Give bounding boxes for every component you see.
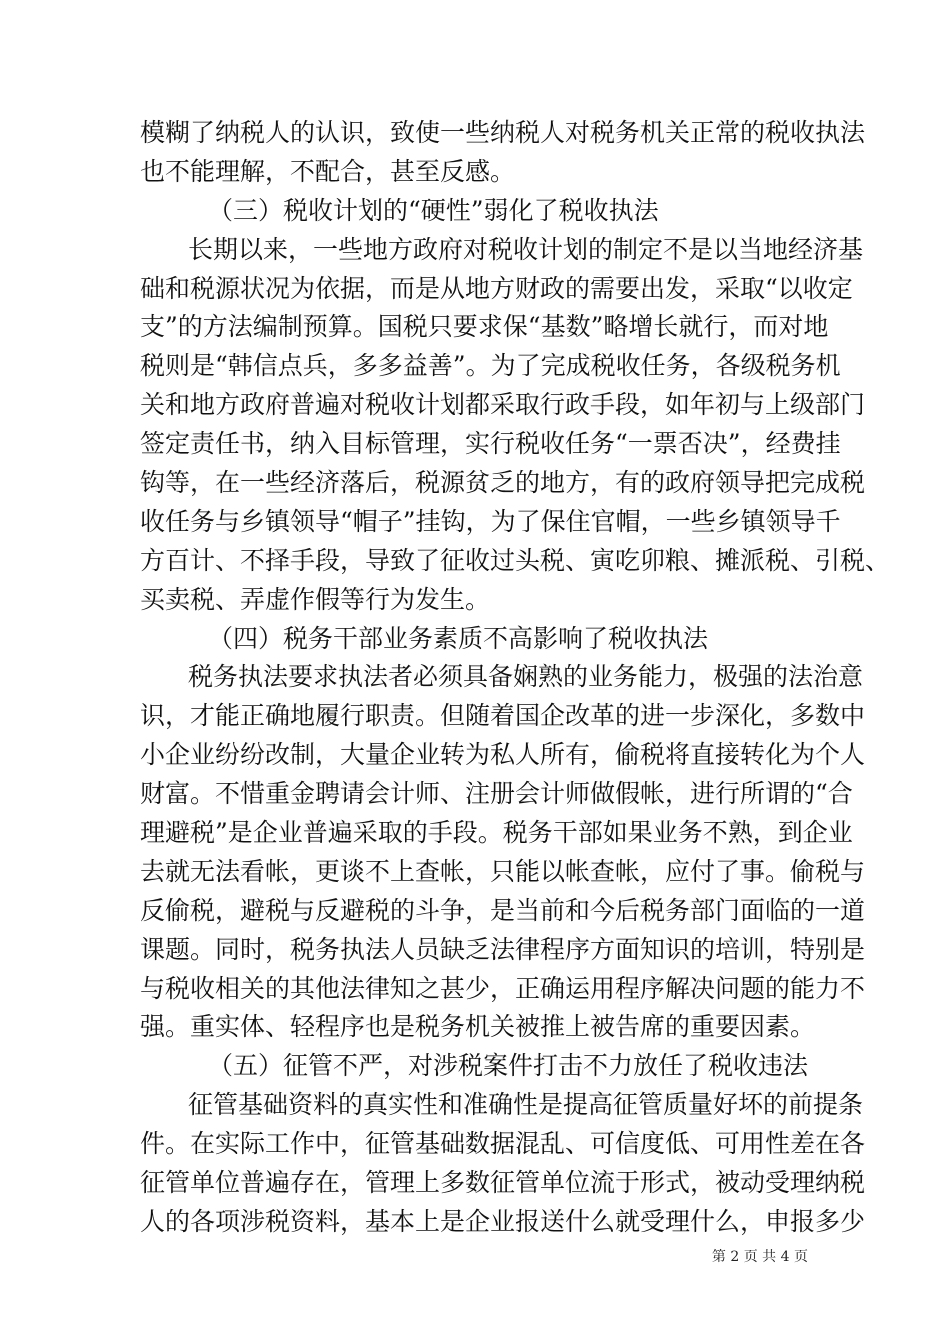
body-line: 财富。不惜重金聘请会计师、注册会计师做假帐，进行所谓的“合 xyxy=(140,779,853,809)
body-line: 也不能理解，不配合，甚至反感。 xyxy=(140,156,516,186)
body-line: 长期以来，一些地方政府对税收计划的制定不是以当地经济基 xyxy=(188,234,864,264)
body-line: 础和税源状况为依据，而是从地方财政的需要出发，采取“以收定 xyxy=(140,273,853,303)
body-line: 签定责任书，纳入目标管理，实行税收任务“一票否决”，经费挂 xyxy=(140,429,841,459)
body-line: 买卖税、弄虚作假等行为发生。 xyxy=(140,584,491,614)
body-line: 钩等，在一些经济落后，税源贫乏的地方，有的政府领导把完成税 xyxy=(140,468,866,498)
body-line: 税务执法要求执法者必须具备娴熟的业务能力，极强的法治意 xyxy=(188,662,864,692)
body-line: 方百计、不择手段，导致了征收过头税、寅吃卯粮、摊派税、引税、 xyxy=(140,545,891,575)
body-line: 识，才能正确地履行职责。但随着国企改革的进一步深化，多数中 xyxy=(140,701,866,731)
body-line: 强。重实体、轻程序也是税务机关被推上被告席的重要因素。 xyxy=(140,1012,816,1042)
body-line: 征管基础资料的真实性和准确性是提高征管质量好坏的前提条 xyxy=(188,1090,864,1120)
body-line: 反偷税，避税与反避税的斗争，是当前和今后税务部门面临的一道 xyxy=(140,895,866,925)
body-line: 与税收相关的其他法律知之甚少，正确运用程序解决问题的能力不 xyxy=(140,973,866,1003)
body-line: 去就无法看帐，更谈不上查帐，只能以帐查帐，应付了事。偷税与 xyxy=(140,856,866,886)
section-heading-4: （四）税务干部业务素质不高影响了税收执法 xyxy=(208,623,709,653)
body-line: 理避税”是企业普遍采取的手段。税务干部如果业务不熟，到企业 xyxy=(140,818,853,848)
body-line: 关和地方政府普遍对税收计划都采取行政手段，如年初与上级部门 xyxy=(140,390,866,420)
body-line: 税则是“韩信点兵，多多益善”。为了完成税收任务，各级税务机 xyxy=(140,351,841,381)
body-line: 模糊了纳税人的认识，致使一些纳税人对税务机关正常的税收执法 xyxy=(140,118,866,147)
body-line: 支”的方法编制预算。国税只要求保“基数”略增长就行，而对地 xyxy=(140,312,829,342)
section-heading-5: （五）征管不严，对涉税案件打击不力放任了税收违法 xyxy=(208,1051,809,1081)
page-number-footer: 第 2 页 共 4 页 xyxy=(711,1249,808,1265)
body-line: 件。在实际工作中，征管基础数据混乱、可信度低、可用性差在各 xyxy=(140,1129,866,1159)
document-body xyxy=(140,114,891,1242)
body-line: 人的各项涉税资料，基本上是企业报送什么就受理什么，申报多少 xyxy=(140,1206,866,1236)
body-line: 小企业纷纷改制，大量企业转为私人所有，偷税将直接转化为个人 xyxy=(140,740,866,770)
body-line: 征管单位普遍存在，管理上多数征管单位流于形式，被动受理纳税 xyxy=(140,1168,866,1198)
section-heading-3: （三）税收计划的“硬性”弱化了税收执法 xyxy=(208,195,659,225)
body-line: 课题。同时，税务执法人员缺乏法律程序方面知识的培训，特别是 xyxy=(140,934,866,964)
body-line: 收任务与乡镇领导“帽子”挂钩，为了保住官帽，一些乡镇领导千 xyxy=(140,506,841,536)
